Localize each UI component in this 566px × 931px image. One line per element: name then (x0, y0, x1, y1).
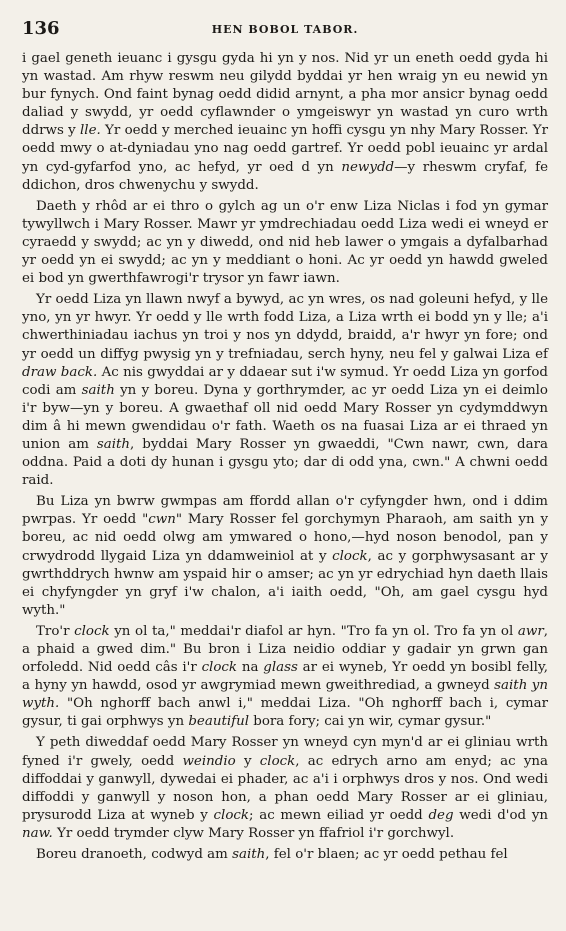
italic-text: cwn (148, 512, 176, 528)
body-text (22, 50, 548, 864)
text-run: Ac nis gwyddai ar y ddaear sut i'w symud. Yr oedd Liza yn gorfod codi am (22, 364, 548, 398)
italic-text: clock (201, 660, 238, 676)
text-run: Yr oedd y merched ieuainc yn hoffi cysgu yn nhy Mary Rosser. Yr oedd mwy o at-dyniadau yno nag oedd gartref. Yr oedd pobl ieuainc yr ardal yn cyd-gyfarfod yno, ac hefyd, yr oed d yn (22, 123, 548, 175)
paragraph (22, 50, 548, 195)
text-run: Yr oedd Liza yn llawn nwyf a bywyd, ac yn wres, os nad goleuni hefyd, y lle yno, yn yr hwyr. Yr oedd y lle wrth fodd Liza, a Liza wrth ei bodd yn y lle; a'i chwerthiniadau iachus yn troi y nos yn ddydd, braidd, a'r hwyr yn fore; ond yr oedd un diffyg pwysig yn y trefniadau, serch hyny, neu fel y galwai Liza ef (22, 292, 548, 362)
text-run: ar ei wyneb, Yr oedd yn bosibl felly, a hyny yn hawdd, osod yr awgrymiad mewn gweithrediad, a gwneyd (22, 660, 549, 694)
paragraph (22, 734, 548, 843)
text-run: i gael geneth ieuanc i gysgu gyda hi yn y nos. Nid yr un eneth oedd gyda hi yn wastad. Am rhyw reswm neu gilydd byddai yr hen wraig yn eu newid yn bur fynych. Ond faint bynag oedd didid arnynt, a pha mor ansicr bynag oedd daliad y swydd, yr oedd cyflawnder o ymgeiswyr yn wastad yn curo wrth ddrws y (22, 51, 548, 139)
italic-text: lle. (80, 123, 101, 139)
text-run: ; ac mewn eiliad yr oedd (249, 807, 429, 823)
text-run: yn ol ta," meddai'r diafol ar hyn. "Tro fa yn ol. Tro fa yn ol (109, 623, 518, 639)
text-run: Yr oedd trymder clyw Mary Rosser yn ffafriol i'r gorchwyl. (52, 825, 455, 841)
text-run: —y rheswm cryfaf, fe ddichon, dros chwenychu y swydd. (22, 159, 548, 193)
italic-text: draw back. (22, 364, 98, 380)
text-run: bora fory; cai yn wir, cymar gysur." (249, 714, 492, 730)
text-run: yn y boreu. Dyna y gorthrymder, ac yr oedd Liza yn ei deimlo i'r byw—yn y boreu. A gwaethaf oll nid oedd Mary Rosser yn cydymddwyn dim â hi mewn gwendidau o'r fath. Waeth os na fuasai Liza ar ei thraed yn union am (22, 382, 548, 452)
page-number: 136 (22, 18, 60, 39)
italic-text: clock (332, 548, 368, 564)
text-run: Tro'r (36, 623, 75, 639)
italic-text: awr (517, 623, 544, 639)
italic-text: saith (96, 436, 131, 452)
text-run: wedi d'od yn (453, 807, 549, 823)
text-run: , fel o'r blaen; ac yr oedd pethau fel (265, 847, 508, 863)
italic-text: glass (263, 660, 298, 676)
italic-text: beautiful (188, 714, 249, 730)
paragraph (22, 846, 548, 864)
paragraph (22, 198, 548, 288)
paragraph (22, 493, 548, 620)
text-run: Y peth diweddaf oedd Mary Rosser yn wneyd cyn myn'd ar ei gliniau wrth fyned i'r gwely, oedd (22, 735, 548, 769)
italic-text: deg (428, 807, 454, 823)
page-header (22, 18, 548, 42)
text-run: Boreu dranoeth, codwyd am (36, 847, 233, 863)
text-run: , a phaid a gwed dim." Bu bron i Liza neidio oddiar y gadair yn grwn gan orfoledd. Nid oedd câs i'r (22, 623, 548, 676)
text-run: "Oh nghorff bach anwl i," meddai Liza. "Oh nghorff bach i, cymar gysur, ti gai orphwys yn (22, 696, 548, 730)
italic-text: weindio (182, 753, 236, 769)
italic-text: clock (259, 753, 296, 769)
text-run: , ac edrych arno am enyd; ac yna diffoddai y ganwyll, dywedai ei phader, ac a'i i orphwys dros y nos. Ond wedi diffoddi y ganwyll y noson hon, a phan oedd Mary Rosser ar ei gliniau, prysurodd Liza at wyneb y (22, 753, 548, 823)
italic-text: naw. (22, 825, 53, 841)
paragraph (22, 291, 548, 490)
text-run: Daeth y rhôd ar ei thro o gylch ag un o'r enw Liza Niclas i fod yn gymar tywyllwch i Mary Rosser. Mawr yr ymdrechiadau oedd Liza wedi ei wneyd er cyraedd y swydd; ac yn y diwedd, ond nid heb lawer o ymgais a dyfalbarhad yr oedd yn ei swydd; ac yn y meddiant o honi. Ac yr oedd yn hawdd gweled ei bod yn gwerthfawrogi'r trysor yn fawr iawn. (22, 198, 548, 287)
italic-text: newydd (341, 159, 395, 175)
italic-text: clock (74, 623, 110, 639)
italic-text: clock (213, 807, 249, 823)
text-run: y (235, 753, 260, 769)
text-run: , ac y gorphwysasant ar y gwrthddrych hwnw am yspaid hir o amser; ac yn yr edrychiad hyn daeth llais ei chyfyngder yn gryf i'w chalon, a'i iaith oedd, "Oh, am gael cysgu hyd wyth." (22, 548, 548, 618)
text-run: , byddai Mary Rosser yn gwaeddi, "Cwn nawr, cwn, dara oddna. Paid a doti dy hunan i gysgu yto; dar di odd yna, cwn." A chwni oedd raid. (22, 436, 548, 489)
italic-text: saith (232, 847, 266, 863)
italic-text: saith (81, 382, 115, 398)
italic-text: saith yn wyth. (22, 678, 548, 712)
running-head: HEN BOBOL TABOR. (211, 23, 359, 36)
text-run: na (237, 660, 264, 676)
text-run: Bu Liza yn bwrw gwmpas am ffordd allan o'r cyfyngder hwn, ond i ddim pwrpas. Yr oedd " (22, 494, 548, 528)
text-run: " Mary Rosser fel gorchymyn Pharaoh, am saith yn y boreu, ac nid oedd olwg am ymwared o hono,—hyd noson benodol, pan y crwydrodd llygaid Liza yn ddamweiniol at y (22, 512, 549, 564)
paragraph (22, 623, 548, 732)
